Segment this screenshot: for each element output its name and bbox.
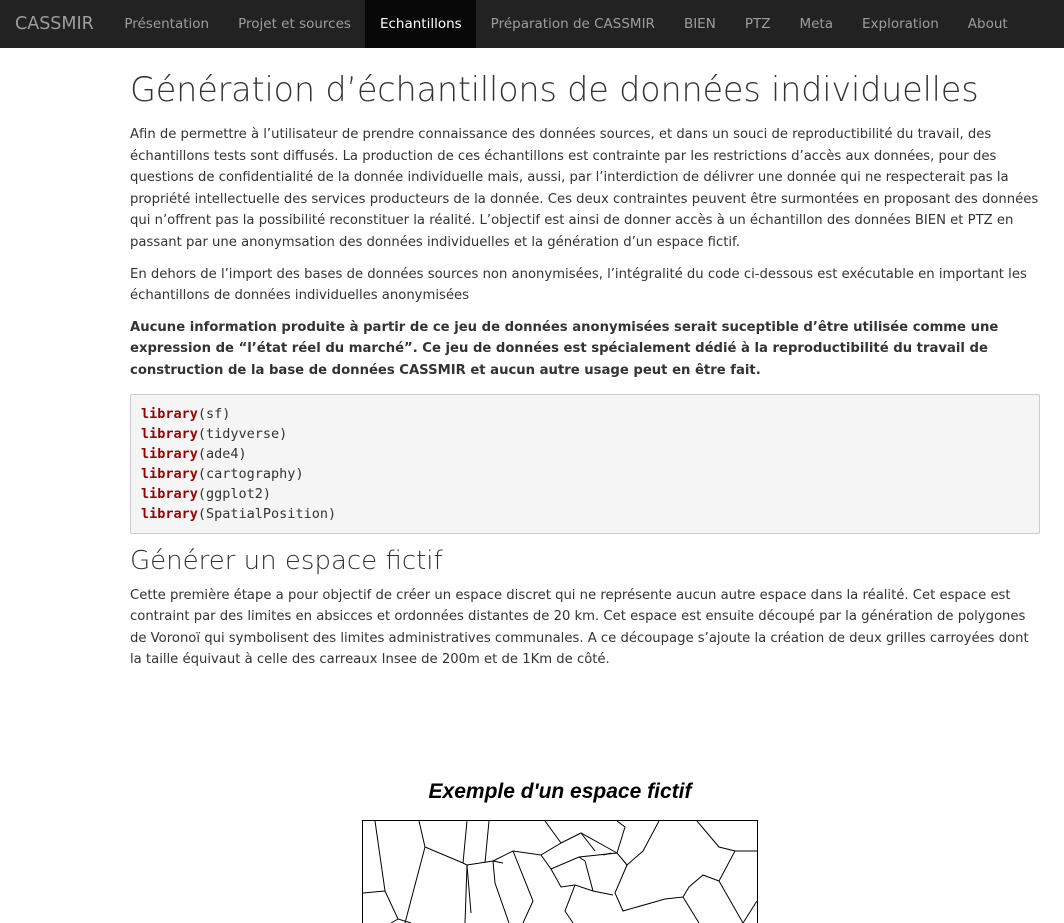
- code-line: library(sf): [141, 405, 231, 422]
- nav-item-preparation-cassmir[interactable]: Préparation de CASSMIR: [490, 16, 655, 32]
- nav-item-presentation[interactable]: Présentation: [124, 16, 210, 32]
- figure: [362, 776, 758, 923]
- main-content: [130, 48, 1040, 671]
- nav-item-meta[interactable]: Meta: [799, 16, 833, 32]
- nav-item-ptz[interactable]: PTZ: [744, 16, 771, 32]
- voronoi-map: [362, 820, 758, 923]
- section-title: Générer un espace fictif: [130, 545, 443, 576]
- intro-paragraph: Afin de permettre à l’utilisateur de prendre connaissance des données sources, et dans un souci de reproductibilité du travail, des échantillons tests sont diffusés. La production de ces échantillons est contrainte par les restrictions d’accès aux données, pour des questions de confidentialité de la donnée individuelle mais, aussi, par l’interdiction de délivrer une donnée qui ne respecterait pas la propriété intellectuelle des services producteurs de la donnée. Ces deux contraintes peuvent être surmontées en proposant des données qui n’offrent pas la possibilité reconstituer la réalité. L’objectif est ainsi de donner accès à un échantillon des données BIEN et PTZ en passant par une anonymsation des données individuelles et la génération d’un espace fictif.: [130, 127, 1039, 250]
- nav-menu: [110, 0, 1022, 48]
- nav-item-exploration[interactable]: Exploration: [861, 16, 939, 32]
- code-line: library(tidyverse): [141, 425, 288, 442]
- voronoi-map-drawing: [363, 821, 757, 923]
- section-paragraph: Cette première étape a pour objectif de créer un espace discret qui ne représente aucun autre espace dans la réalité. Cet espace est contraint par des limites en absicces et ordonnées distantes de 20 km. Cet espace est ensuite découpé par la génération de polygones de Voronoï qui symbolisent des limites administratives communales. A ce découpage s’ajoute la création de deux grilles carroyées dont la taille équivaut à celle des carreaux Insee de 200m et de 1Km de côté.: [130, 587, 1029, 668]
- nav-item-echantillons[interactable]: Echantillons: [365, 0, 476, 48]
- brand-logo[interactable]: CASSMIR: [15, 14, 94, 34]
- code-line: library(SpatialPosition): [141, 505, 337, 522]
- code-block[interactable]: [130, 394, 1040, 534]
- figure-title: Exemple d'un espace fictif: [428, 780, 692, 803]
- nav-item-about[interactable]: About: [967, 16, 1008, 32]
- top-navbar: [0, 0, 1064, 48]
- page-title: Génération d’échantillons de données individuelles: [130, 70, 979, 109]
- code-line: library(cartography): [141, 465, 304, 482]
- scope-paragraph: En dehors de l’import des bases de données sources non anonymisées, l’intégralité du code ci-dessous est exécutable en important les échantillons de données individuelles anonymisées: [130, 266, 1027, 304]
- warning-paragraph: Aucune information produite à partir de ce jeu de données anonymisées serait suceptible d’être utilisée comme une expression de “l’état réel du marché”. Ce jeu de données est spécialement dédié à la reproductibilité du travail de construction de la base de données CASSMIR et aucun autre usage peut en être fait.: [130, 319, 999, 378]
- code-line: library(ggplot2): [141, 485, 272, 502]
- nav-item-projet-et-sources[interactable]: Projet et sources: [238, 16, 351, 32]
- code-line: library(ade4): [141, 445, 247, 462]
- nav-item-bien[interactable]: BIEN: [683, 16, 716, 32]
